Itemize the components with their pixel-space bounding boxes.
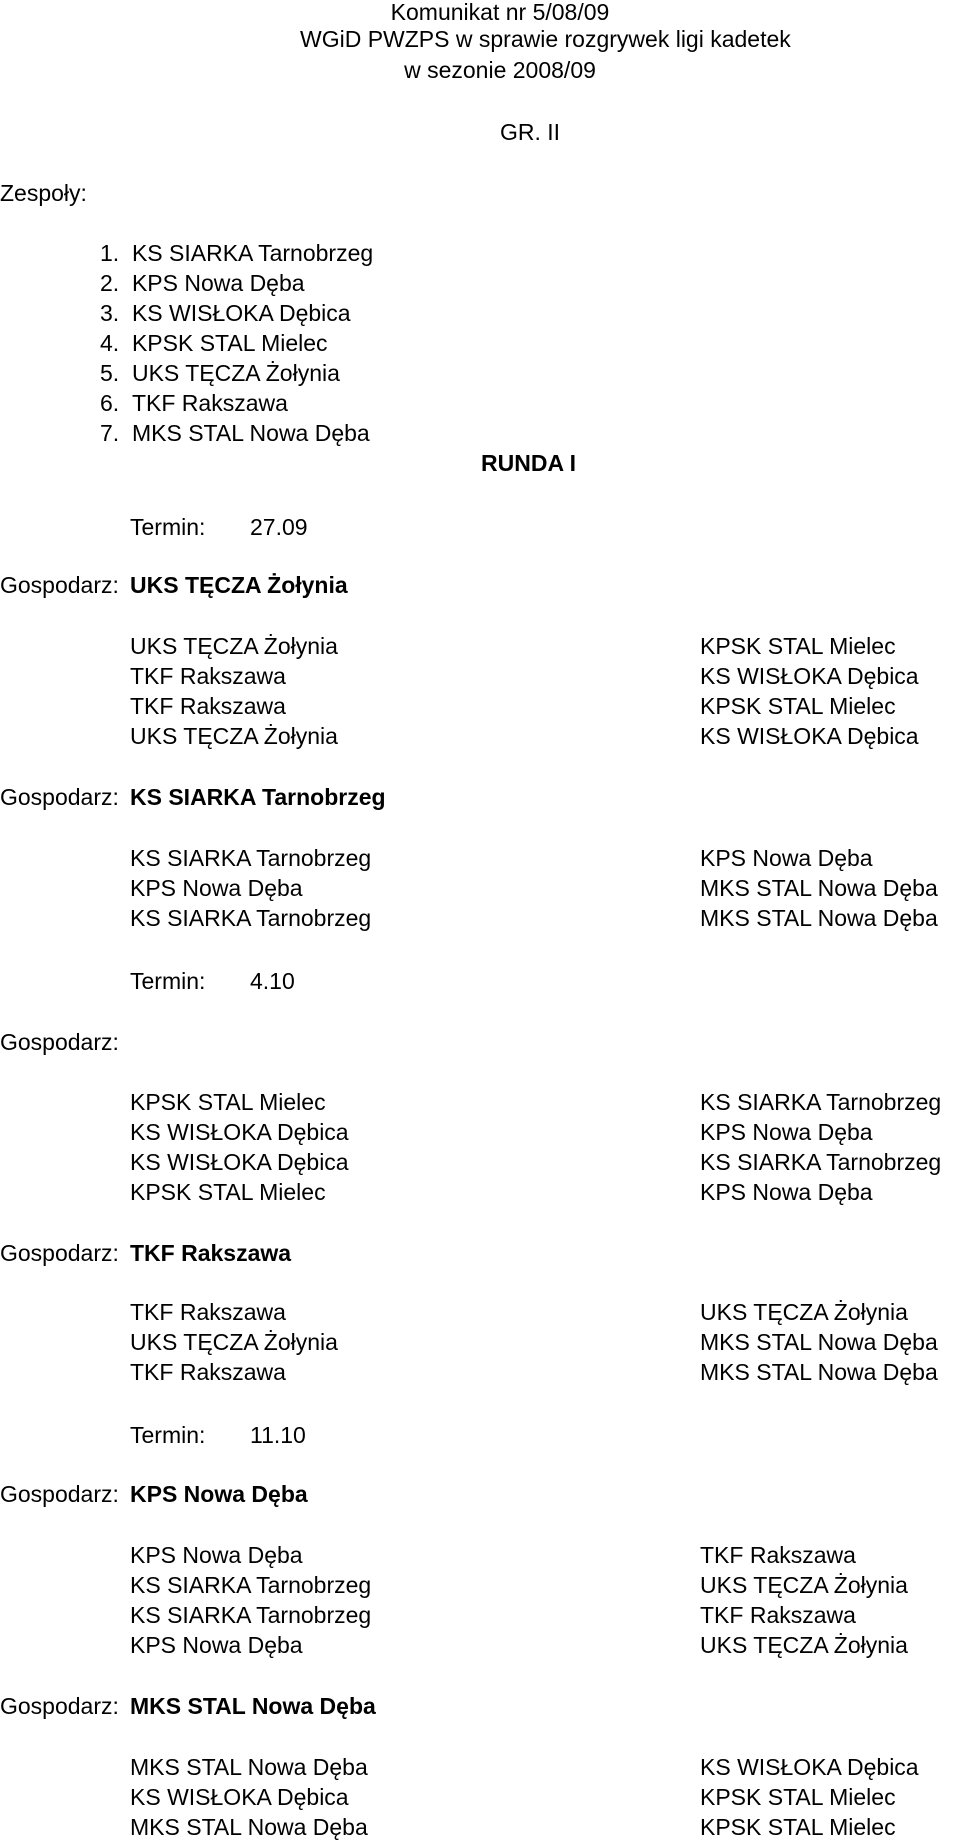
header-title: Komunikat nr 5/08/09: [390, 0, 610, 25]
team-item: 6. TKF Rakszawa: [100, 390, 288, 416]
match-away: KS WISŁOKA Dębica: [700, 1754, 919, 1780]
match-away: KPSK STAL Mielec: [700, 1814, 896, 1840]
match-away: TKF Rakszawa: [700, 1542, 856, 1568]
match-away: KPSK STAL Mielec: [700, 693, 896, 719]
host-label: Gospodarz:: [0, 784, 119, 810]
match-away: MKS STAL Nowa Dęba: [700, 1329, 938, 1355]
match-away: KS WISŁOKA Dębica: [700, 723, 919, 749]
termin-label: Termin:: [130, 1422, 206, 1448]
match-away: UKS TĘCZA Żołynia: [700, 1299, 908, 1325]
match-home: TKF Rakszawa: [130, 1359, 286, 1385]
match-home: TKF Rakszawa: [130, 663, 286, 689]
match-away: KPS Nowa Dęba: [700, 1179, 873, 1205]
host-label: Gospodarz:: [0, 1693, 119, 1719]
match-away: UKS TĘCZA Żołynia: [700, 1632, 908, 1658]
match-home: KS WISŁOKA Dębica: [130, 1784, 349, 1810]
group-label: GR. II: [499, 119, 561, 145]
match-home: KS SIARKA Tarnobrzeg: [130, 1602, 372, 1628]
termin-date: 11.10: [250, 1422, 306, 1448]
match-home: KPSK STAL Mielec: [130, 1089, 326, 1115]
match-away: KS WISŁOKA Dębica: [700, 663, 919, 689]
match-away: MKS STAL Nowa Dęba: [700, 875, 938, 901]
team-item: 5. UKS TĘCZA Żołynia: [100, 360, 340, 386]
host-label: Gospodarz:: [0, 572, 119, 598]
match-home: KS WISŁOKA Dębica: [130, 1149, 349, 1175]
team-item: 2. KPS Nowa Dęba: [100, 270, 305, 296]
match-home: KS WISŁOKA Dębica: [130, 1119, 349, 1145]
match-home: KS SIARKA Tarnobrzeg: [130, 1572, 372, 1598]
match-away: KPS Nowa Dęba: [700, 1119, 873, 1145]
match-home: KS SIARKA Tarnobrzeg: [130, 905, 372, 931]
host-name: MKS STAL Nowa Dęba: [130, 1693, 376, 1719]
match-home: UKS TĘCZA Żołynia: [130, 633, 338, 659]
host-name: KPS Nowa Dęba: [130, 1481, 308, 1507]
host-name: TKF Rakszawa: [130, 1240, 292, 1266]
match-away: TKF Rakszawa: [700, 1602, 856, 1628]
team-item: 4. KPSK STAL Mielec: [100, 330, 328, 356]
match-away: KPS Nowa Dęba: [700, 845, 873, 871]
match-away: UKS TĘCZA Żołynia: [700, 1572, 908, 1598]
teams-label: Zespoły:: [0, 180, 87, 206]
team-item: 3. KS WISŁOKA Dębica: [100, 300, 351, 326]
match-home: KS SIARKA Tarnobrzeg: [130, 845, 372, 871]
termin-label: Termin:: [130, 968, 206, 994]
match-away: MKS STAL Nowa Dęba: [700, 1359, 938, 1385]
match-home: KPSK STAL Mielec: [130, 1179, 326, 1205]
match-away: KPSK STAL Mielec: [700, 1784, 896, 1810]
match-away: KS SIARKA Tarnobrzeg: [700, 1149, 942, 1175]
host-label: Gospodarz:: [0, 1029, 119, 1055]
team-item: 7. MKS STAL Nowa Dęba: [100, 420, 370, 446]
header-season: w sezonie 2008/09: [404, 57, 596, 83]
match-home: UKS TĘCZA Żołynia: [130, 723, 338, 749]
match-away: MKS STAL Nowa Dęba: [700, 905, 938, 931]
match-away: KS SIARKA Tarnobrzeg: [700, 1089, 942, 1115]
round-title: RUNDA I: [481, 450, 576, 476]
termin-date: 27.09: [250, 514, 308, 540]
host-name: UKS TĘCZA Żołynia: [130, 572, 348, 598]
match-home: UKS TĘCZA Żołynia: [130, 1329, 338, 1355]
match-home: MKS STAL Nowa Dęba: [130, 1814, 368, 1840]
match-home: MKS STAL Nowa Dęba: [130, 1754, 368, 1780]
termin-label: Termin:: [130, 514, 206, 540]
termin-date: 4.10: [250, 968, 295, 994]
match-home: KPS Nowa Dęba: [130, 1632, 303, 1658]
host-label: Gospodarz:: [0, 1240, 119, 1266]
match-home: TKF Rakszawa: [130, 1299, 286, 1325]
team-item: 1. KS SIARKA Tarnobrzeg: [100, 240, 374, 266]
header-subtitle: WGiD PWZPS w sprawie rozgrywek ligi kadetek: [300, 26, 791, 52]
match-home: KPS Nowa Dęba: [130, 875, 303, 901]
match-away: KPSK STAL Mielec: [700, 633, 896, 659]
host-name: KS SIARKA Tarnobrzeg: [130, 784, 386, 810]
match-home: KPS Nowa Dęba: [130, 1542, 303, 1568]
host-label: Gospodarz:: [0, 1481, 119, 1507]
match-home: TKF Rakszawa: [130, 693, 286, 719]
